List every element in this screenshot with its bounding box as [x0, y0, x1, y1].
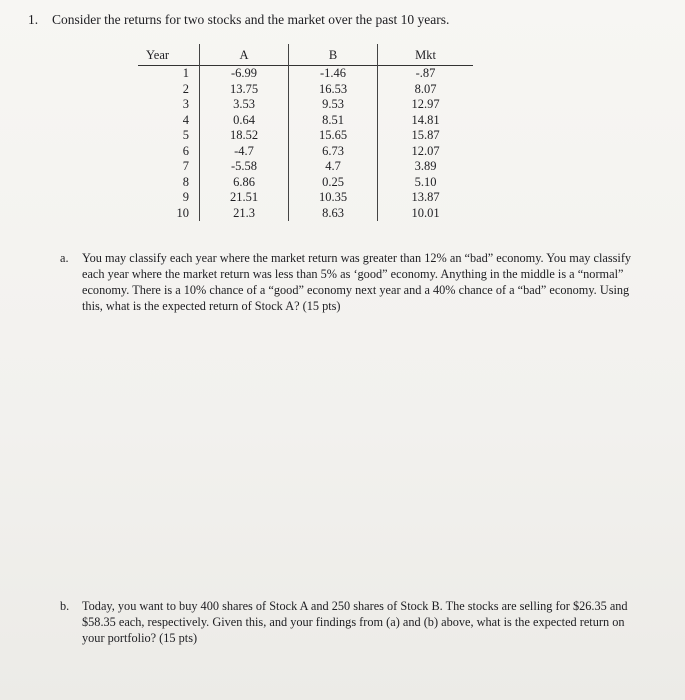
cell-year: 4: [138, 113, 200, 129]
cell-b: 16.53: [289, 82, 378, 98]
cell-a: 6.86: [200, 175, 289, 191]
cell-b: 6.73: [289, 144, 378, 160]
header-mkt: Mkt: [415, 47, 436, 62]
cell-b: -1.46: [289, 66, 378, 82]
cell-year: 5: [138, 128, 200, 144]
header-a: A: [200, 44, 289, 66]
part-a-text: You may classify each year where the market return was greater than 12% an “bad” economy. You may classify each year where the market return was less than 5% as ‘good” economy. Anything in the middle is a “normal” economy. There is a 10% chance of a “good” economy next year and a 40% chance of a “bad” economy. Using this, what is the expected return of Stock A? (15 pts): [82, 251, 632, 313]
table-row: [138, 97, 473, 113]
part-a-label: a.: [60, 251, 69, 265]
cell-a: 13.75: [200, 82, 289, 98]
cell-mkt: 13.87: [411, 190, 440, 204]
header-year: Year: [138, 44, 200, 66]
cell-year: 7: [138, 159, 200, 175]
table-row: [138, 113, 473, 129]
cell-year: 8: [138, 175, 200, 191]
cell-mkt: 8.07: [414, 81, 437, 96]
cell-a: -6.99: [200, 66, 289, 82]
cell-mkt: 14.81: [411, 112, 440, 127]
cell-year: 3: [138, 97, 200, 113]
cell-a: -5.58: [200, 159, 289, 175]
cell-mkt: 15.87: [411, 128, 440, 142]
cell-a: 18.52: [200, 128, 289, 144]
question-heading: [28, 12, 449, 28]
cell-mkt: 12.97: [411, 97, 440, 111]
cell-b: 0.25: [289, 175, 378, 191]
question-number: 1.: [28, 12, 39, 27]
table-header-row: [138, 44, 473, 66]
cell-mkt: -.87: [415, 66, 436, 80]
cell-mkt: 12.07: [411, 143, 440, 158]
cell-year: 10: [138, 206, 200, 222]
table-row: [138, 190, 473, 206]
cell-b: 8.51: [289, 113, 378, 129]
cell-year: 9: [138, 190, 200, 206]
part-b-label: b.: [60, 599, 70, 613]
part-a: [60, 250, 650, 314]
part-b-text: Today, you want to buy 400 shares of Stock A and 250 shares of Stock B. The stocks are selling for $26.35 and $58.35 each, respectively. Given this, and your findings from (a) and (b) above, what is the expected return on your portfolio? (15 pts): [82, 599, 628, 645]
cell-mkt: 10.01: [411, 205, 440, 220]
table-row: [138, 175, 473, 191]
cell-a: 3.53: [200, 97, 289, 113]
cell-a: -4.7: [200, 144, 289, 160]
cell-b: 4.7: [289, 159, 378, 175]
cell-a: 21.51: [200, 190, 289, 206]
cell-year: 1: [138, 66, 200, 82]
table-row: [138, 82, 473, 98]
table-row: [138, 66, 473, 82]
cell-year: 6: [138, 144, 200, 160]
cell-mkt: 3.89: [414, 159, 437, 173]
cell-b: 15.65: [289, 128, 378, 144]
header-b: B: [289, 44, 378, 66]
table-row: [138, 206, 473, 222]
cell-b: 8.63: [289, 206, 378, 222]
cell-a: 21.3: [200, 206, 289, 222]
cell-b: 10.35: [289, 190, 378, 206]
cell-mkt: 5.10: [414, 174, 437, 189]
cell-b: 9.53: [289, 97, 378, 113]
cell-a: 0.64: [200, 113, 289, 129]
returns-table: [138, 44, 473, 221]
question-title-text: Consider the returns for two stocks and the market over the past 10 years.: [52, 12, 450, 27]
part-b: [60, 598, 640, 646]
cell-year: 2: [138, 82, 200, 98]
table-row: [138, 144, 473, 160]
table-row: [138, 128, 473, 144]
table-row: [138, 159, 473, 175]
